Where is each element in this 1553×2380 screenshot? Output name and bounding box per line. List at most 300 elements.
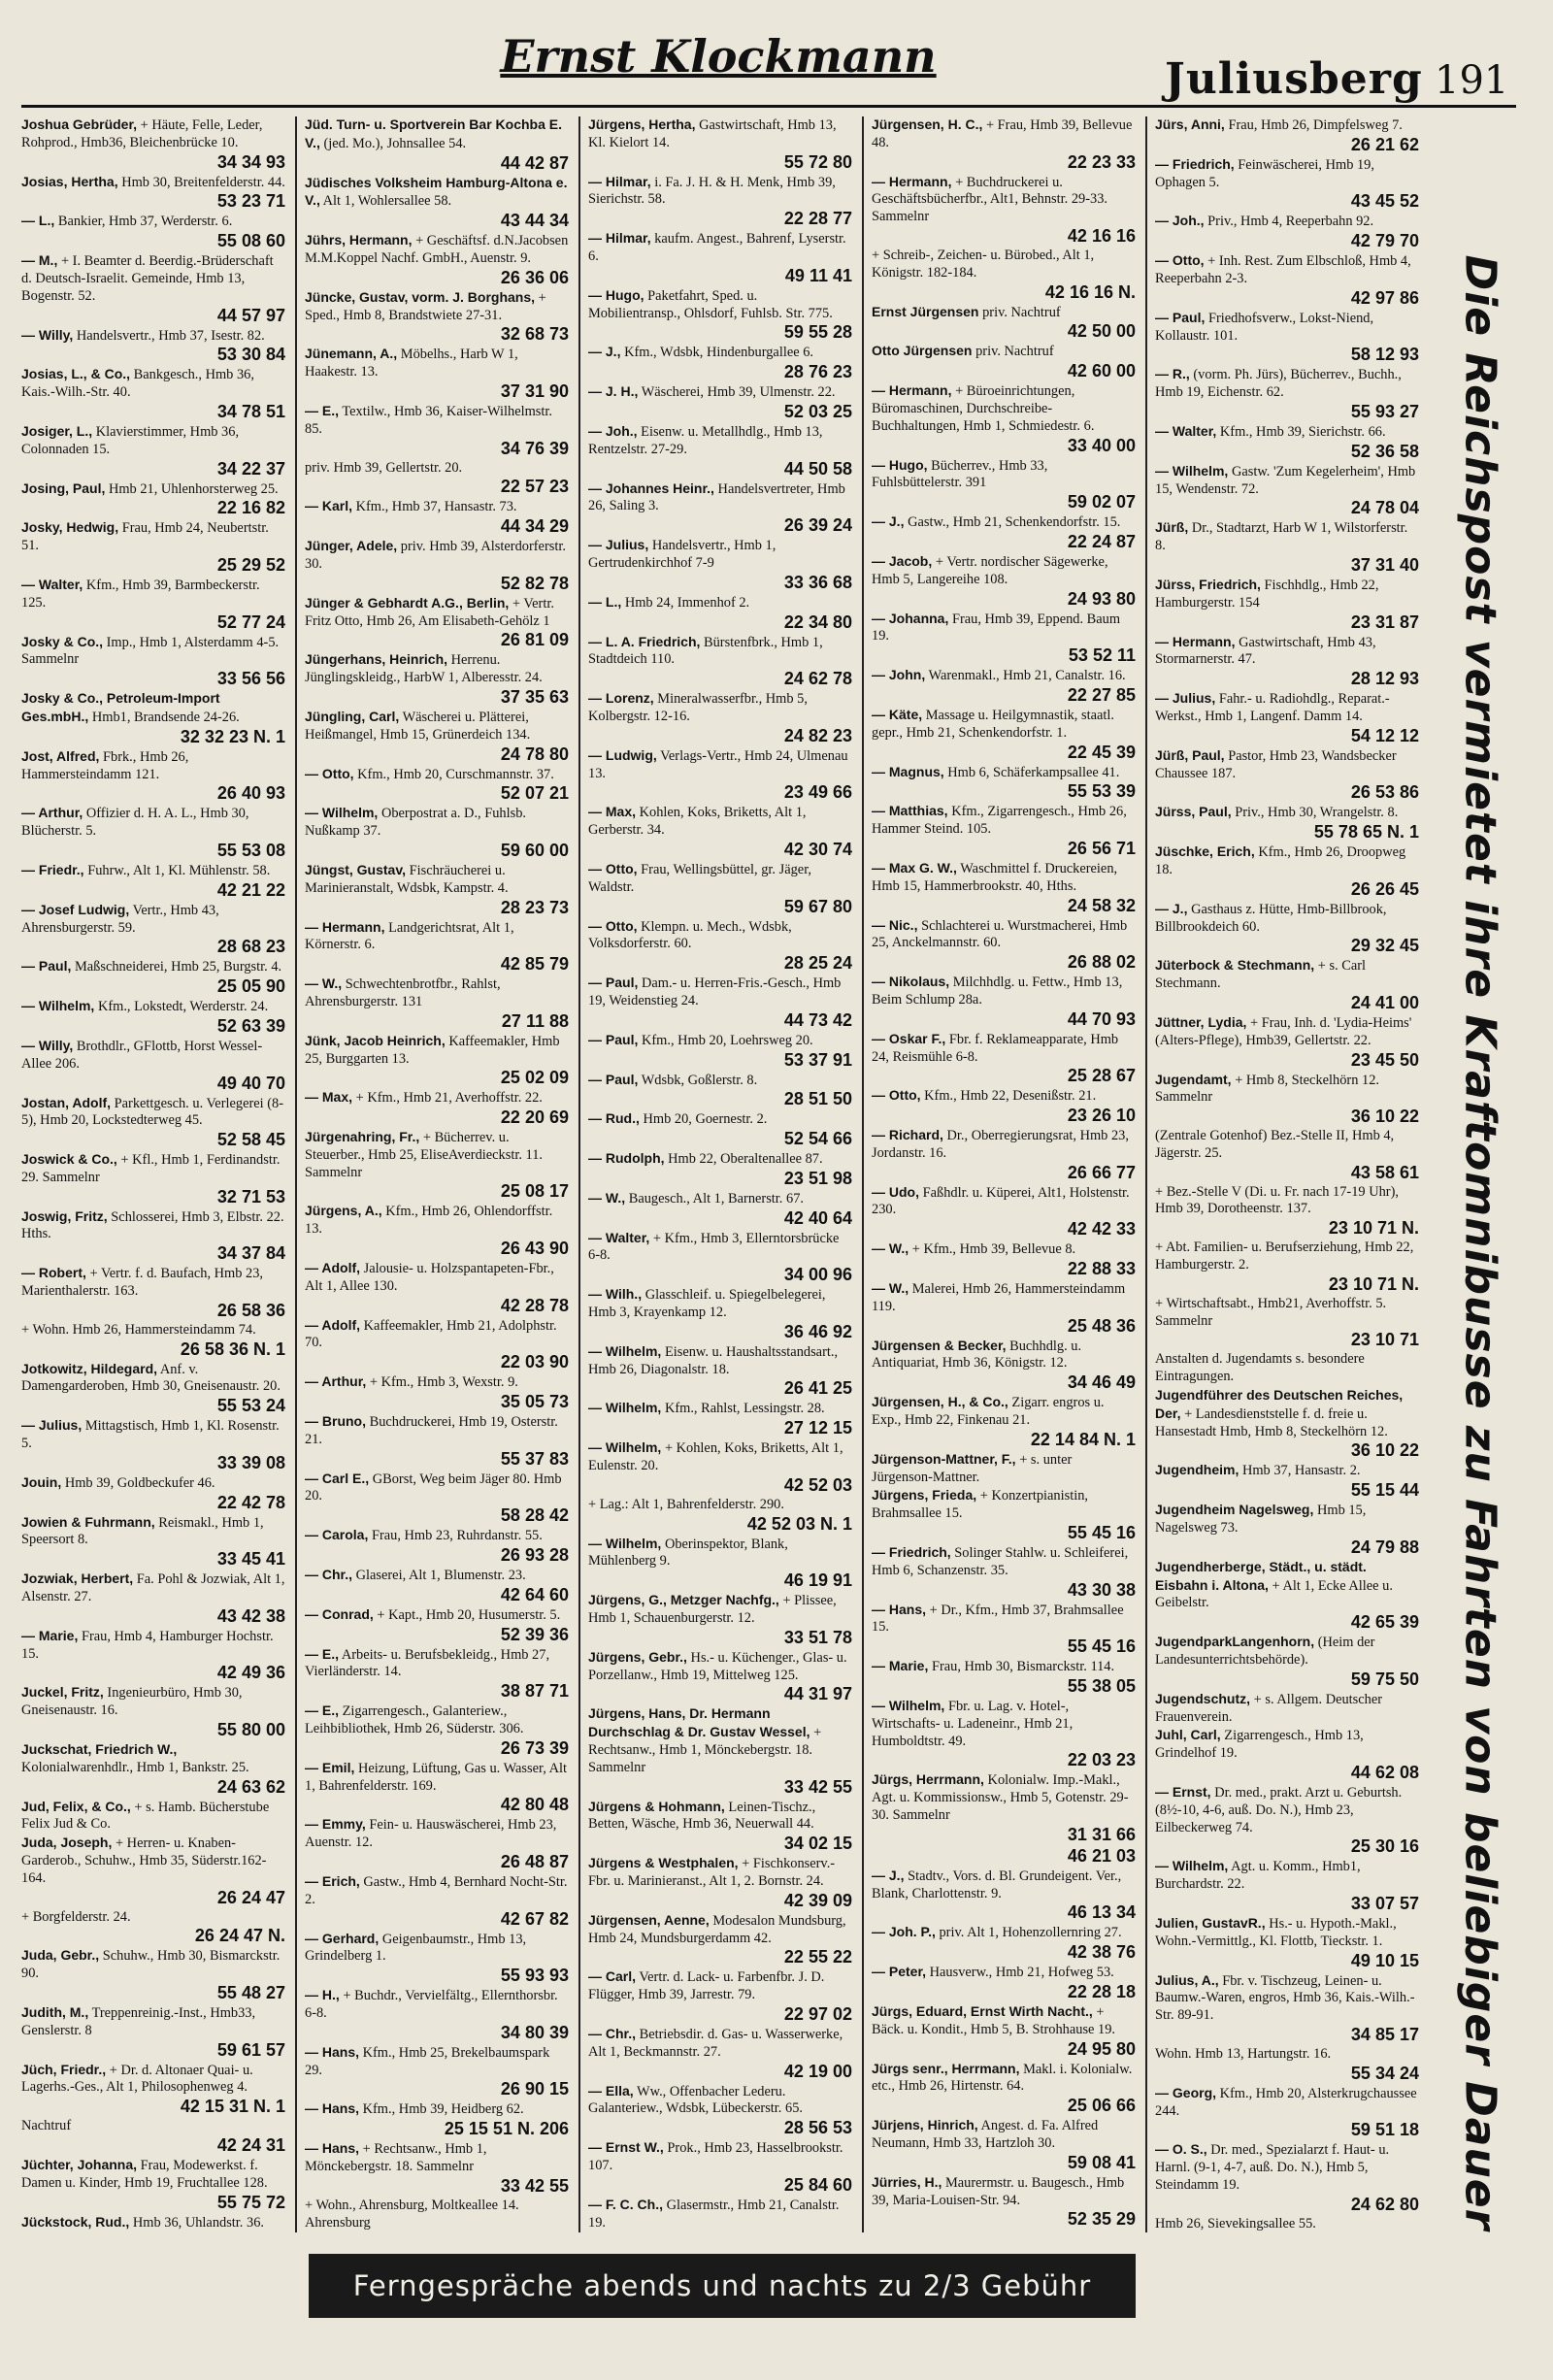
entry-name: — Arthur, [305,1373,367,1390]
directory-entry [588,1439,852,1496]
entry-phone: 43 30 38 [1067,1579,1136,1600]
directory-entry [1155,1014,1419,1071]
entry-name: Jotkowitz, Hildegard, [21,1360,158,1376]
entry-details: Priv., Hmb 4, Reeperbahn 92. [1207,214,1374,230]
entry-phone: 28 51 50 [783,1089,852,1109]
entry-phone: 33 45 41 [216,1549,285,1570]
directory-entry [872,343,1136,381]
entry-phone [305,2231,569,2232]
entry-details: Kolonialw. Imp.-Makl., Agt. u. Kommissionsw., Hmb 5, Gotenstr. 29-30. Sammelnr [872,1772,1129,1824]
entry-name: — W., [872,1240,909,1257]
directory-entry [1155,577,1419,633]
entry-details: Kfm., Rahlst, Lessingstr. 28. [664,1401,825,1417]
entry-phone: 22 16 82 [216,498,285,518]
directory-entry [21,1909,285,1947]
directory-entry [21,1570,285,1627]
entry-name: Jugendherberge, Städt., u. städt. Eisbahn i. Altona, [1155,1558,1367,1593]
entry-phone: 55 93 93 [500,1966,569,1986]
directory-entry [872,2117,1136,2173]
entry-details: Gasthaus z. Hütte, Hmb-Billbrook, Billbrookdeich 60. [1155,901,1387,935]
entry-details: Verlags-Vertr., Hmb 24, Ulmenau 13. [588,747,848,781]
directory-entry [872,1338,1136,1394]
entry-name: — W., [305,975,343,992]
entry-details: Wäscherei u. Plätterei, Heißmangel, Hmb 15, Grünerdeich 134. [305,709,531,743]
directory-entry [872,1127,1136,1183]
entry-details: Frau, Hmb 4, Hamburger Hochstr. 15. [21,1628,274,1662]
entry-phone: 42 50 00 [1067,321,1136,342]
directory-entry [872,304,1136,343]
directory-entry [21,116,285,173]
entry-details: Kfm., Hmb 20, Alsterkrugchaussee 244. [1155,2085,1417,2119]
directory-entry [1155,1240,1419,1295]
entry-phone: 23 10 71 N. [1328,1273,1419,1294]
entry-phone: 36 10 22 [1350,1107,1419,1127]
directory-entry [872,974,1136,1030]
entry-details: Feinwäscherei, Hmb 19, Ophagen 5. [1155,156,1374,190]
entry-phone: 24 79 88 [1350,1537,1419,1557]
entry-name: — L. A. Friedrich, [588,633,701,649]
directory-entry [1155,1462,1419,1501]
entry-details: + Kfm., Hmb 3, Ellerntorsbrücke 6-8. [588,1230,840,1264]
entry-name: — Emil, [305,1759,355,1775]
entry-name: — Hugo, [588,286,644,303]
entry-details: (Zentrale Gotenhof) Bez.-Stelle II, Hmb 4, Jägerstr. 25. [1155,1128,1395,1161]
entry-details: Kaffeemakler, Hmb 25, Burggarten 13. [305,1033,560,1067]
entry-name: Jowien & Fuhrmann, [21,1513,155,1530]
entry-name: — Rudolph, [588,1150,665,1167]
entry-phone: 32 32 23 N. 1 [180,726,285,746]
directory-entry [21,862,285,901]
entry-phone: 46 19 91 [783,1570,852,1591]
entry-details: Schuhw., Hmb 30, Bismarckstr. 90. [21,1948,281,1982]
entry-details: (Heim der Landesunterrichtsbehörde). [1155,1635,1375,1669]
entry-details: Vertr. d. Lack- u. Farbenfbr. J. D. Flügger, Hmb 39, Jarrestr. 79. [588,1969,825,2003]
entry-name: — Max, [305,1089,353,1106]
entry-details: + Fischkonserv.-Fbr. u. Marinieranst., Alt 1, 2. Bornstr. 24. [588,1856,836,1890]
entry-name: — Wilhelm, [305,805,379,821]
entry-name: Jürgensen, Aenne, [588,1911,710,1928]
page-number: 191 [1435,58,1509,103]
directory-entry [1155,2046,1419,2084]
entry-name: Jürgensen, H., & Co., [872,1394,1008,1410]
entry-details: Hs.- u. Hypoth.-Makl., Wohn.-Vermittlg., Kl. Flottb, Tieckstr. 1. [1155,1916,1397,1949]
entry-details: Wohn. Hmb 13, Hartungstr. 16. [1155,2045,1332,2062]
entry-details: Herrenu. Jünglingskleidg., HarbW 1, Alberesstr. 24. [305,652,543,686]
entry-phone: 27 12 15 [783,1418,852,1438]
entry-phone: 28 56 53 [783,2118,852,2138]
entry-details: Kolonialwarenhdlr., Hmb 1, Bankstr. 25. [21,1759,249,1775]
entry-details: + Frau, Hmb 39, Bellevue 48. [872,117,1133,150]
entry-details: Imp., Hmb 1, Alsterdamm 4-5. Sammelnr [21,634,280,668]
directory-column-2 [305,116,569,2232]
directory-entry [21,958,285,997]
entry-details: Frau, Hmb 39, Eppend. Baum 19. [872,611,1121,645]
entry-name: — Conrad, [305,1605,374,1622]
entry-details: Gastwirtschaft, Hmb 13, Kl. Kielort 14. [588,117,837,150]
entry-name: Jüdisches Volksheim Hamburg-Altona e. V., [305,174,568,209]
directory-entry [305,1567,569,1605]
entry-phone: 44 42 87 [500,152,569,173]
entry-phone: 34 22 37 [216,458,285,479]
entry-details: + Wohn. Hmb 26, Hammersteindamm 74. [21,1321,256,1338]
entry-details: + Kohlen, Koks, Briketts, Alt 1, Eulenstr. 20. [588,1440,843,1474]
entry-phone: 22 20 69 [500,1107,569,1128]
entry-details: Ingenieurbüro, Hmb 30, Gneisenaustr. 16. [21,1685,243,1719]
entry-name: Jürß, [1155,519,1189,536]
column-divider [295,116,297,2232]
directory-entry [588,1855,852,1911]
entry-details: Angest. d. Fa. Alfred Neumann, Hmb 33, Hartzloh 30. [872,2118,1099,2151]
entry-phone: 42 49 36 [216,1663,285,1683]
entry-phone: 33 51 78 [783,1627,852,1647]
entry-phone: 29 32 45 [1350,936,1419,956]
entry-details: i. Fa. J. H. & H. Menk, Hmb 39, Sierichstr. 58. [588,174,836,208]
entry-details: Betriebsdir. d. Gas- u. Wasserwerke, Alt 1, Beckmannstr. 27. [588,2027,843,2060]
entry-details: Zigarrengesch., Galanteriew., Leihbibliothek, Hmb 26, Süderstr. 306. [305,1703,524,1737]
entry-name: — Max G. W., [872,859,957,876]
entry-phone: 42 67 82 [500,1908,569,1929]
entry-name: — Otto, [1155,252,1205,269]
entry-details: Fuhrw., Alt 1, Kl. Mühlenstr. 58. [87,862,271,878]
entry-name: Jürgens, Hertha, [588,116,696,132]
entry-phone: 25 02 09 [500,1068,569,1088]
directory-entry [21,480,285,519]
entry-name: — Udo, [872,1183,919,1200]
directory-entry [21,1514,285,1570]
entry-name: Jürss, Friedrich, [1155,576,1261,592]
entry-details: + Vertr. Fritz Otto, Hmb 26, Am Elisabeth-Gehölz 1 [305,595,554,629]
directory-entry [872,1031,1136,1087]
entry-phone: 44 34 29 [500,516,569,537]
entry-details: Modesalon Mundsburg, Hmb 24, Mundsburgerdamm 42. [588,1912,846,1946]
directory-entry [588,1400,852,1438]
entry-phone: 24 95 80 [1067,2038,1136,2059]
entry-name: — Paul, [1155,309,1206,325]
entry-phone: 25 29 52 [216,554,285,575]
entry-phone: 26 48 87 [500,1852,569,1872]
directory-entry [21,327,285,366]
entry-phone: 26 40 93 [216,783,285,804]
entry-details: Fbr. v. Tischzeug, Leinen- u. Baumw.-Waren, engros, Hmb 36, Kais.-Wilh.-Str. 89-91. [1155,1972,1415,2024]
entry-phone: 36 46 92 [783,1321,852,1341]
entry-name: — Hilmar, [588,173,651,189]
entry-phone: 22 57 23 [500,477,569,497]
entry-name: — J., [1155,900,1188,916]
entry-details: + Abt. Familien- u. Berufserziehung, Hmb 22, Hamburgerstr. 2. [1155,1240,1414,1273]
entry-name: — Wilhelm, [588,1439,662,1456]
entry-details: Parkettgesch. u. Verlegerei (8-5), Hmb 20, Lockstedterweg 45. [21,1095,284,1129]
directory-entry [305,805,569,861]
directory-entry [872,2003,1136,2060]
entry-details: Priv., Hmb 30, Wrangelstr. 8. [1235,805,1399,821]
entry-details: Ww., Offenbacher Lederu. Galanteriew., Wdsbk, Lübeckerstr. 65. [588,2083,803,2117]
entry-name: — Wilhelm, [588,1342,662,1359]
directory-entry [872,1487,1136,1543]
directory-entry [872,707,1136,763]
entry-phone: 26 21 62 [1350,134,1419,154]
entry-phone: 42 65 39 [1350,1612,1419,1633]
entry-phone: 52 39 36 [500,1624,569,1644]
directory-entry [588,975,852,1031]
entry-name: — J., [872,1867,905,1883]
entry-phone: 42 16 16 [1067,225,1136,246]
entry-name: — Joh., [1155,213,1205,229]
entry-phone: 55 53 08 [216,840,285,860]
directory-entry [588,383,852,422]
entry-name [872,2231,951,2232]
entry-phone: 46 13 34 [1067,1902,1136,1923]
entry-details: Paketfahrt, Sped. u. Mobilientransp., Ohlsdorf, Fuhlsb. Str. 775. [588,287,833,321]
entry-name: — Chr., [305,1567,353,1583]
entry-phone: 34 37 84 [216,1243,285,1264]
entry-name: — Wilhelm, [588,1400,662,1416]
entry-name: Jürgens, G., Metzger Nachfg., [588,1592,779,1608]
entry-details: Bankier, Hmb 37, Werderstr. 6. [57,214,233,230]
entry-details: (vorm. Ph. Jürs), Bücherrev., Buchh., Hmb 19, Eichenstr. 62. [1155,367,1402,401]
entry-name: Jürjens, Hinrich, [872,2117,978,2133]
directory-entry [588,287,852,344]
entry-details: Geigenbaumstr., Hmb 13, Grindelberg 1. [305,1931,527,1965]
entry-phone: 53 52 11 [1068,645,1136,666]
directory-columns [21,116,1419,2232]
entry-phone: 34 46 49 [1067,1372,1136,1393]
entry-details: Heizung, Lüftung, Gas u. Wasser, Alt 1, Bahrenfelderstr. 169. [305,1760,567,1794]
entry-name: — Bruno, [305,1413,366,1430]
entry-phone: 22 28 77 [783,209,852,229]
directory-entry [21,577,285,633]
entry-name: — E., [305,1702,340,1719]
entry-details: Brothdlr., GFlottb, Horst Wessel-Allee 206. [21,1038,263,1072]
entry-phone: 55 34 24 [1350,2063,1419,2083]
entry-name: Jünemann, A., [305,346,398,362]
entry-phone: 52 07 21 [500,783,569,804]
entry-name: — Hans, [305,2100,360,2117]
entry-phone: 55 15 44 [1350,1480,1419,1501]
entry-phone: 52 58 45 [216,1130,285,1150]
entry-name: — Erich, [305,1873,360,1890]
directory-entry [1155,1502,1419,1558]
entry-phone: 55 38 05 [1067,1676,1136,1697]
entry-name: Josias, Hertha, [21,173,118,189]
entry-details: + I. Beamter d. Beerdig.-Brüderschaft d. Deutsch-Israelit. Gemeinde, Hmb 13, Bogenstr. 52. [21,253,274,304]
directory-entry [872,803,1136,859]
entry-name: Joswig, Fritz, [21,1207,108,1224]
entry-phone: 22 42 78 [216,1492,285,1512]
entry-name: Josky & Co., Petroleum-Import Ges.mbH., [21,690,220,724]
entry-details: Klempn. u. Mech., Wdsbk, Volksdorferstr. 60. [588,918,792,952]
entry-name: — Karl, [305,498,353,514]
directory-entry [872,1602,1136,1658]
entry-name: Jührs, Hermann, [305,232,413,248]
entry-phone: 55 72 80 [783,151,852,172]
entry-name: — Johannes Heinr., [588,479,714,496]
entry-name: — L., [21,213,55,229]
entry-name: Josias, L., & Co., [21,366,131,382]
klockmann-logo [456,21,980,91]
entry-phone: 53 37 91 [783,1049,852,1070]
entry-name: Jürgs, Herrmann, [872,1771,984,1788]
entry-details: Kfm., Hmb 20, Loehrsweg 20. [641,1032,813,1048]
directory-entry [588,537,852,593]
entry-name: — Hans, [872,1601,927,1617]
entry-phone: 43 45 52 [1350,191,1419,212]
entry-details: Warenmakl., Hmb 21, Canalstr. 16. [928,668,1126,684]
directory-entry [588,480,852,537]
entry-name: Jüngling, Carl, [305,708,400,724]
entry-details: + Geschäftsf. d.N.Jacobsen M.M.Koppel Nachf. GmbH., Auenstr. 9. [305,233,569,266]
entry-details: Glasschleif. u. Spiegelbelegerei, Hmb 3, Krayenkamp 12. [588,1287,826,1321]
entry-details: + Vertr. nordischer Sägewerke, Hmb 5, Langereihe 108. [872,553,1108,587]
entry-name: — Julius, [1155,690,1216,707]
directory-entry [21,1208,285,1265]
entry-details: Kfm., Hmb 26, Droopweg 18. [1155,844,1406,877]
directory-entry [588,594,852,633]
entry-phone: 22 55 22 [783,1947,852,1967]
entry-details: + s. Allgem. Deutscher Frauenverein. [1155,1691,1383,1725]
directory-entry [872,513,1136,552]
entry-name: Jürss, Paul, [1155,804,1232,820]
entry-phone: 59 08 41 [1067,2152,1136,2172]
directory-entry [305,1816,569,1872]
directory-entry [872,382,1136,455]
page-header [0,0,1553,107]
entry-details: Malerei, Hmb 26, Hammersteindamm 119. [872,1281,1126,1314]
directory-entry [21,1095,285,1151]
entry-details: Mittagstisch, Hmb 1, Kl. Rosenstr. 5. [21,1418,280,1452]
entry-name: Jüngerhans, Heinrich, [305,651,448,668]
directory-entry [1155,1351,1419,1386]
entry-details: Hmb 21, Uhlenhorsterweg 25. [108,480,279,497]
entry-name: — Otto, [872,1087,921,1104]
entry-details: Fa. Pohl & Jozwiak, Alt 1, Alsenstr. 27. [21,1571,285,1605]
entry-details: Hmb 24, Immenhof 2. [624,594,750,611]
entry-details: Hmb 39, Goldbeckufer 46. [64,1474,215,1491]
entry-details: + Kfl., Hmb 1, Ferdinandstr. 29. Sammelnr [21,1152,281,1185]
entry-phone: 32 68 73 [500,324,569,345]
entry-phone: 42 39 09 [783,1890,852,1910]
directory-entry [21,1474,285,1513]
entry-phone: 42 80 48 [500,1795,569,1815]
entry-name: — Paul, [588,975,639,991]
entry-phone: 59 55 28 [783,322,852,343]
directory-entry [1155,1634,1419,1690]
entry-name: — Matthias, [872,803,948,819]
entry-phone: 25 08 17 [500,1181,569,1202]
entry-name: — Ludwig, [588,746,657,763]
directory-entry [588,747,852,804]
entry-phone: 38 87 71 [500,1681,569,1702]
entry-name: — E., [305,402,340,418]
entry-details: Schlachterei u. Wurstmacherei, Hmb 25, Anckelmannstr. 60. [872,917,1128,951]
entry-details: priv. Alt 1, Hohenzollernring 27. [939,1925,1122,1941]
entry-name: Jud, Felix, & Co., [21,1798,131,1814]
directory-entry [21,1265,285,1321]
entry-phone: 26 73 39 [500,1737,569,1758]
entry-details: + s. Hamb. Bücherstube Felix Jud & Co. [21,1799,270,1833]
entry-phone: 43 58 61 [1350,1162,1419,1182]
entry-phone: 26 24 47 N. [194,1926,285,1946]
entry-phone: 59 02 07 [1067,492,1136,512]
entry-phone: 49 11 41 [784,265,852,285]
directory-entry [305,766,569,805]
directory-entry [1155,1296,1419,1351]
entry-name: Jüch, Friedr., [21,2061,107,2077]
directory-entry [305,460,569,498]
entry-phone: 44 57 97 [216,305,285,325]
directory-entry [1155,366,1419,422]
entry-phone: 26 93 28 [500,1545,569,1566]
entry-phone: 24 63 62 [216,1776,285,1797]
entry-phone: 25 84 60 [783,2174,852,2195]
entry-name: Jürgs senr., Herrmann, [872,2060,1020,2076]
directory-entry [305,975,569,1032]
directory-entry [872,174,1136,247]
entry-name: — Adolf, [305,1316,361,1333]
entry-phone: 55 75 72 [216,2192,285,2212]
entry-details: Frau, Hmb 23, Ruhrdanstr. 55. [371,1528,543,1544]
entry-details: + Frau, Inh. d. 'Lydia-Heims' (Alters-Pflege), Hmb39, Gellertstr. 22. [1155,1014,1412,1048]
directory-entry [588,1110,852,1149]
entry-details: + Rechtsanw., Hmb 1, Mönckebergstr. 18. Sammelnr [588,1725,822,1775]
directory-entry [1155,1184,1419,1240]
directory-entry [1155,690,1419,746]
directory-entry [872,1451,1136,1487]
directory-entry [588,230,852,286]
entry-phone: 52 77 24 [216,612,285,632]
directory-entry [588,1497,852,1535]
entry-details: Bürstenfbrk., Hmb 1, Stadtdeich 110. [588,634,823,668]
entry-phone: 42 52 03 [783,1474,852,1495]
entry-phone: 26 81 09 [500,630,569,650]
directory-entry [305,1987,569,2043]
entry-phone: 34 00 96 [783,1265,852,1285]
entry-phone: 36 10 22 [1350,1440,1419,1461]
directory-entry [872,2061,1136,2117]
directory-entry [1155,747,1419,804]
entry-phone: 34 78 51 [216,401,285,421]
directory-entry [21,252,285,325]
entry-details: Dr., Stadtarzt, Harb W 1, Wilstorferstr. 8. [1155,520,1408,554]
directory-entry [1155,1072,1419,1128]
entry-details: Maßschneiderei, Hmb 25, Burgstr. 4. [74,959,282,975]
directory-entry [872,2231,1136,2232]
entry-details: priv. Nachtruf [975,344,1054,360]
entry-name: Judith, M., [21,2004,89,2020]
entry-name: Jürgens & Hohmann, [588,1798,725,1814]
directory-entry [21,2157,285,2213]
entry-name: — Hans, [305,2140,360,2157]
directory-entry [305,1129,569,1202]
directory-entry [305,1606,569,1645]
entry-phone: 52 82 78 [500,573,569,593]
entry-phone: 42 15 31 N. 1 [180,2097,285,2117]
entry-details: Handelsvertreter, Hmb 26, Saling 3. [588,480,845,514]
entry-phone: 44 50 58 [783,458,852,479]
directory-entry [305,346,569,402]
entry-details: + Bez.-Stelle V (Di. u. Fr. nach 17-19 Uhr), Hmb 39, Dorotheenstr. 137. [1155,1183,1399,1217]
entry-details: Kfm., Hmb 25, Brekelbaumspark 29. [305,2044,550,2078]
entry-name: — O. S., [1155,2141,1207,2158]
entry-details: Oberinspektor, Blank, Mühlenberg 9. [588,1536,788,1570]
entry-name: — Carola, [305,1527,369,1543]
entry-name: Jüd. Turn- u. Sportverein Bar Kochba E. V., [305,116,562,150]
entry-name: — Marie, [872,1658,929,1674]
entry-name: Jürs, Anni, [1155,116,1225,132]
entry-name: — Marie, [21,1627,79,1643]
entry-phone: 26 56 71 [1067,838,1136,858]
entry-details: Möbelhs., Harb W 1, Haakestr. 13. [305,347,518,380]
entry-phone: 42 42 33 [1067,1219,1136,1240]
